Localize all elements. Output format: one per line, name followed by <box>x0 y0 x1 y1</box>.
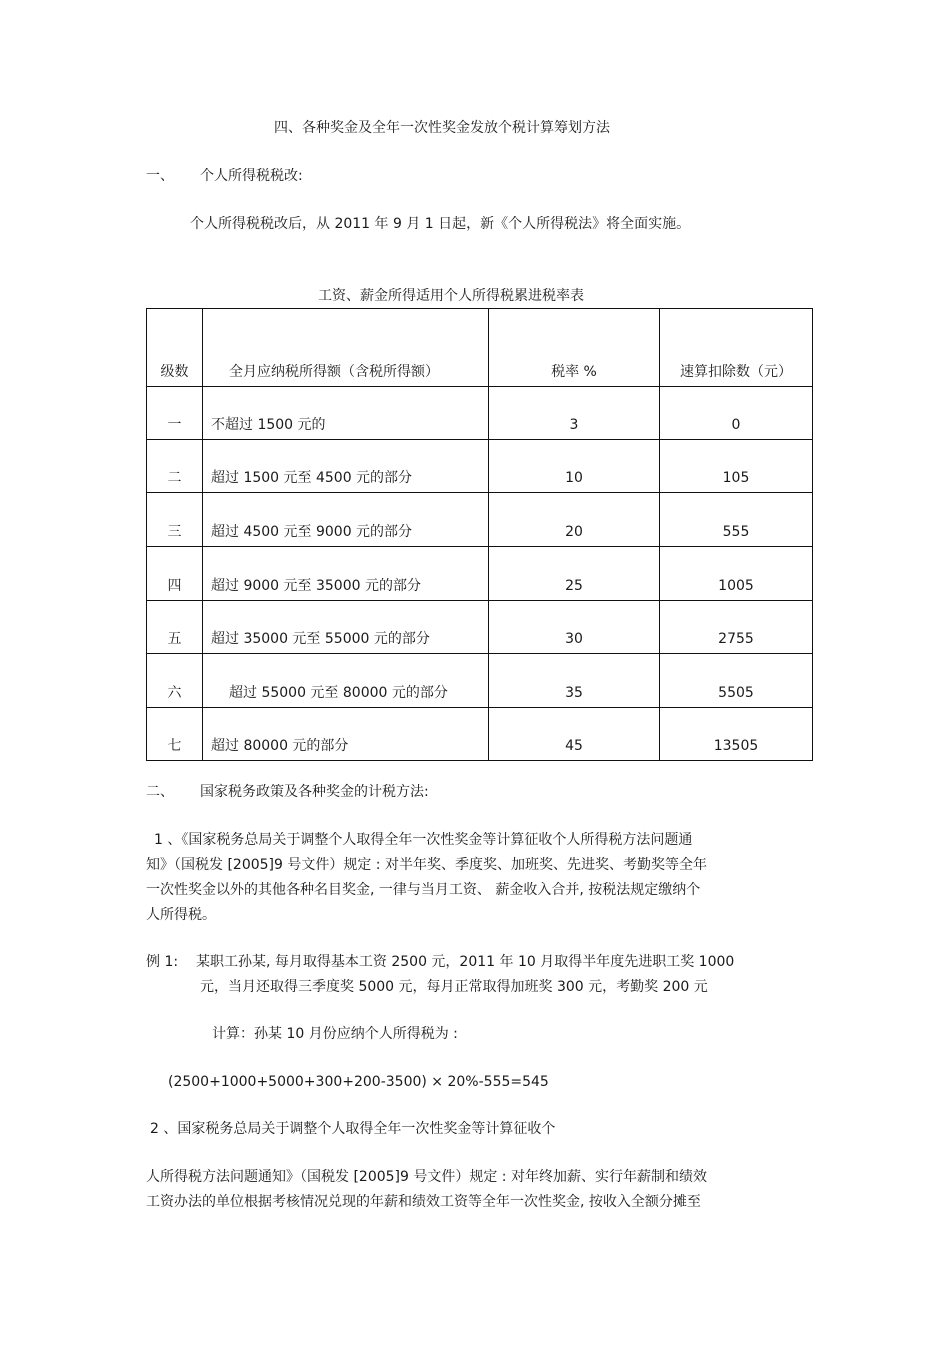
row-deduction: 5505 <box>660 654 813 708</box>
row-range: 超过 35000 元至 55000 元的部分 <box>203 601 489 654</box>
header-quick-deduction: 速算扣除数（元） <box>660 309 813 387</box>
header-level: 级数 <box>147 309 203 387</box>
row-range: 超过 4500 元至 9000 元的部分 <box>203 493 489 547</box>
tax-rate-table <box>146 308 813 761</box>
row-level: 四 <box>147 547 203 601</box>
table-row <box>147 601 813 654</box>
row-deduction: 13505 <box>660 708 813 761</box>
table-row <box>147 654 813 708</box>
row-range: 超过 9000 元至 35000 元的部分 <box>203 547 489 601</box>
row-range: 超过 1500 元至 4500 元的部分 <box>203 440 489 493</box>
table-row <box>147 547 813 601</box>
row-rate: 30 <box>489 601 660 654</box>
example1-calc: 计算：孙某 10 月份应纳个人所得税为 : <box>212 1026 458 1042</box>
row-level: 三 <box>147 493 203 547</box>
row-rate: 35 <box>489 654 660 708</box>
example1-line2: 元，当月还取得三季度奖 5000 元，每月正常取得加班奖 300 元，考勤奖 200 元 <box>200 979 708 995</box>
row-level: 六 <box>147 654 203 708</box>
row-deduction: 2755 <box>660 601 813 654</box>
item1-line1: 1 、《国家税务总局关于调整个人取得全年一次性奖金等计算征收个人所得税方法问题通 <box>154 832 693 848</box>
row-level: 五 <box>147 601 203 654</box>
row-level: 一 <box>147 387 203 440</box>
row-range: 超过 55000 元至 80000 元的部分 <box>203 654 489 708</box>
table-row <box>147 493 813 547</box>
item2-line1: 2 、国家税务总局关于调整个人取得全年一次性奖金等计算征收个 <box>150 1121 556 1137</box>
table-caption: 工资、薪金所得适用个人所得税累进税率表 <box>318 288 584 304</box>
example1-label: 例 1: <box>146 954 179 970</box>
table-row <box>147 387 813 440</box>
document-title: 四、各种奖金及全年一次性奖金发放个税计算筹划方法 <box>274 120 610 136</box>
row-deduction: 0 <box>660 387 813 440</box>
item1-line3: 一次性奖金以外的其他各种名目奖金, 一律与当月工资、 薪金收入合并, 按税法规定缴纳个 <box>146 882 701 898</box>
row-rate: 3 <box>489 387 660 440</box>
item2-line3: 工资办法的单位根据考核情况兑现的年薪和绩效工资等全年一次性奖金, 按收入全额分摊至 <box>146 1194 701 1210</box>
row-range: 超过 80000 元的部分 <box>203 708 489 761</box>
row-rate: 20 <box>489 493 660 547</box>
row-deduction: 105 <box>660 440 813 493</box>
row-level: 二 <box>147 440 203 493</box>
section1-number: 一、 <box>146 168 174 184</box>
row-rate: 10 <box>489 440 660 493</box>
header-income-range: 全月应纳税所得额（含税所得额） <box>203 309 489 387</box>
intro-paragraph: 个人所得税税改后，从 2011 年 9 月 1 日起，新《个人所得税法》将全面实施。 <box>190 216 691 232</box>
row-deduction: 1005 <box>660 547 813 601</box>
table-row <box>147 440 813 493</box>
item1-line2: 知》（国税发 [2005]9 号文件）规定 : 对半年奖、季度奖、加班奖、先进奖、考勤奖等全年 <box>146 857 707 873</box>
row-rate: 25 <box>489 547 660 601</box>
example1-line1: 某职工孙某, 每月取得基本工资 2500 元，2011 年 10 月取得半年度先进职工奖 1000 <box>196 954 735 970</box>
section2-number: 二、 <box>146 784 174 800</box>
table-row <box>147 708 813 761</box>
item2-line2: 人所得税方法问题通知》（国税发 [2005]9 号文件）规定 : 对年终加薪、实行年薪制和绩效 <box>146 1169 707 1185</box>
item1-line4: 人所得税。 <box>146 907 216 923</box>
row-level: 七 <box>147 708 203 761</box>
section2-heading: 国家税务政策及各种奖金的计税方法: <box>200 784 429 800</box>
example1-formula: (2500+1000+5000+300+200-3500) × 20%-555=545 <box>168 1074 549 1090</box>
table-header-row <box>147 309 813 387</box>
header-tax-rate: 税率 % <box>489 309 660 387</box>
section1-heading: 个人所得税税改: <box>200 168 303 184</box>
row-deduction: 555 <box>660 493 813 547</box>
row-rate: 45 <box>489 708 660 761</box>
row-range: 不超过 1500 元的 <box>203 387 489 440</box>
